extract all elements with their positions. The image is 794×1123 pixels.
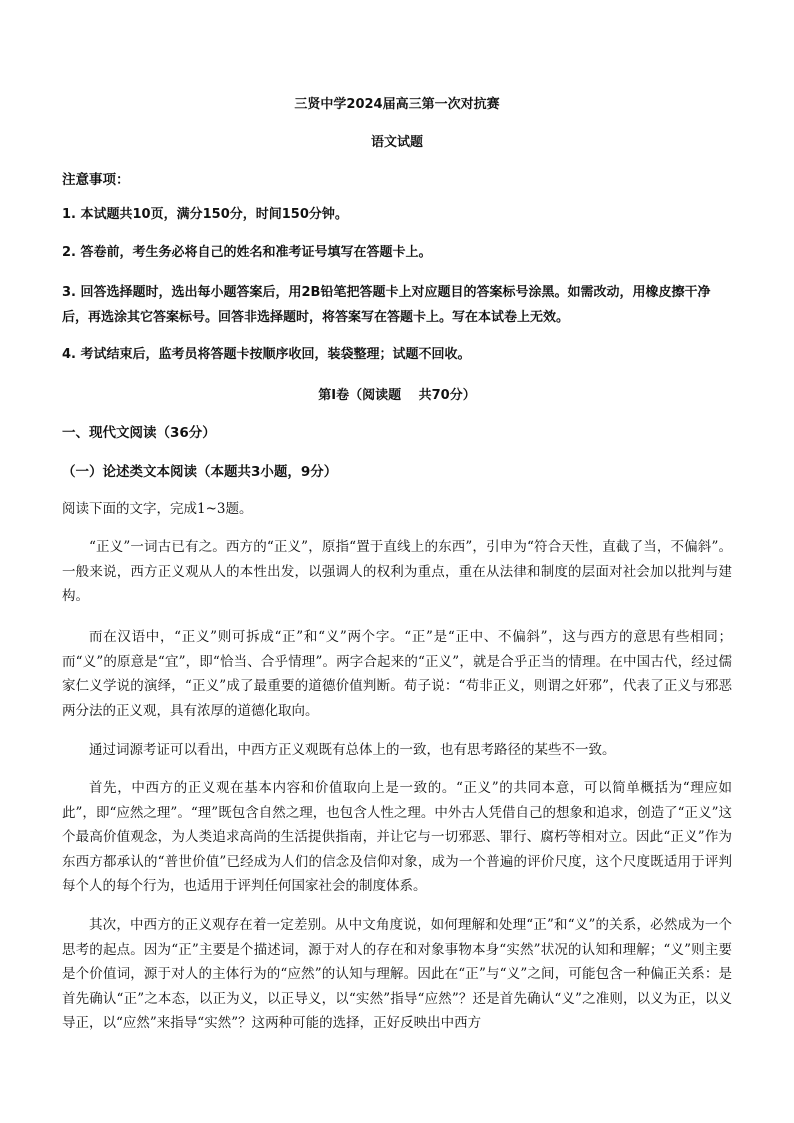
- passage-paragraph-3: 通过词源考证可以看出，中西方正义观既有总体上的一致，也有思考路径的某些不一致。: [89, 742, 616, 758]
- subject-title: 语文试题: [370, 135, 423, 150]
- exam-title: 三贤中学2024届高三第一次对抗赛: [294, 97, 500, 112]
- volume-title: 第Ⅰ卷（阅读题 共70分）: [318, 388, 476, 403]
- notice-heading: 注意事项：: [62, 172, 130, 188]
- sub-section-title: （一）论述类文本阅读（本题共3小题，9分）: [62, 464, 338, 480]
- notice-item-3: 3. 回答选择题时，选出每小题答案后，用2B铅笔把答题卡上对应题目的答案标号涂黑。如需改动，用橡皮擦干净后，再选涂其它答案标号。回答非选择题时，将答案写在答题卡上。写在本试卷上无效。: [62, 285, 711, 325]
- passage-paragraph-1: “正义”一词古已有之。西方的“正义”，原指“置于直线上的东西”，引申为“符合天性，直截了当，不偏斜”。一般来说，西方正义观从人的本性出发，以强调人的权利为重点，重在从法律和制度的层面对社会加以批判与建构。: [62, 539, 732, 604]
- passage-paragraph-5: 其次，中西方的正义观存在着一定差别。从中文角度说，如何理解和处理“正”和“义”的关系，必然成为一个思考的起点。因为“正”主要是个描述词，源于对人的存在和对象事物本身“实然”状况的认知和理解；“义”则主要是个价值词，源于对人的主体行为的“应然”的认知与理解。因此在“正”与“义”之间，可能包含一种偏正关系：是首先确认“正”之本态，以正为义，以正导义，以“实然”指导“应然”？还是首先确认“义”之准则，以义为正，以义导正，以“应然”来指导“实然”？这两种可能的选择，正好反映出中西方: [62, 917, 732, 1031]
- notice-item-4: 4. 考试结束后，监考员将答题卡按顺序收回，装袋整理；试题不回收。: [62, 347, 471, 362]
- passage-paragraph-4: 首先，中西方的正义观在基本内容和价值取向上是一致的。“正义”的共同本意，可以简单概括为“理应如此”，即“应然之理”。“理”既包含自然之理，也包含人性之理。中外古人凭借自己的想象和追求，创造了“正义”这个最高价值观念，为人类追求高尚的生活提供指南，并让它与一切邪恶、罪行、腐朽等相对立。因此“正义”作为东西方都承认的“普世价值”已经成为人们的信念及信仰对象，成为一个普遍的评价尺度，这个尺度既适用于评判每个人的每个行为，也适用于评判任何国家社会的制度体系。: [62, 780, 732, 894]
- part-title: 一、现代文阅读（36分）: [62, 425, 216, 441]
- notice-item-1: 1. 本试题共10页，满分150分，时间150分钟。: [62, 207, 348, 222]
- reading-instruction: 阅读下面的文字，完成1~3题。: [62, 501, 253, 517]
- passage-paragraph-2: 而在汉语中，“正义”则可拆成“正”和“义”两个字。“正”是“正中、不偏斜”，这与西方的意思有些相同；而“义”的原意是“宜”，即“恰当、合乎情理”。两字合起来的“正义”，就是合乎正当的情理。在中国古代，经过儒家仁义学说的演绎，“正义”成了最重要的道德价值判断。荀子说：“苟非正义，则谓之奸邪”，代表了正义与邪恶两分法的正义观，具有浓厚的道德化取向。: [62, 629, 732, 719]
- notice-item-2: 2. 答卷前，考生务必将自己的姓名和准考证号填写在答题卡上。: [62, 245, 432, 260]
